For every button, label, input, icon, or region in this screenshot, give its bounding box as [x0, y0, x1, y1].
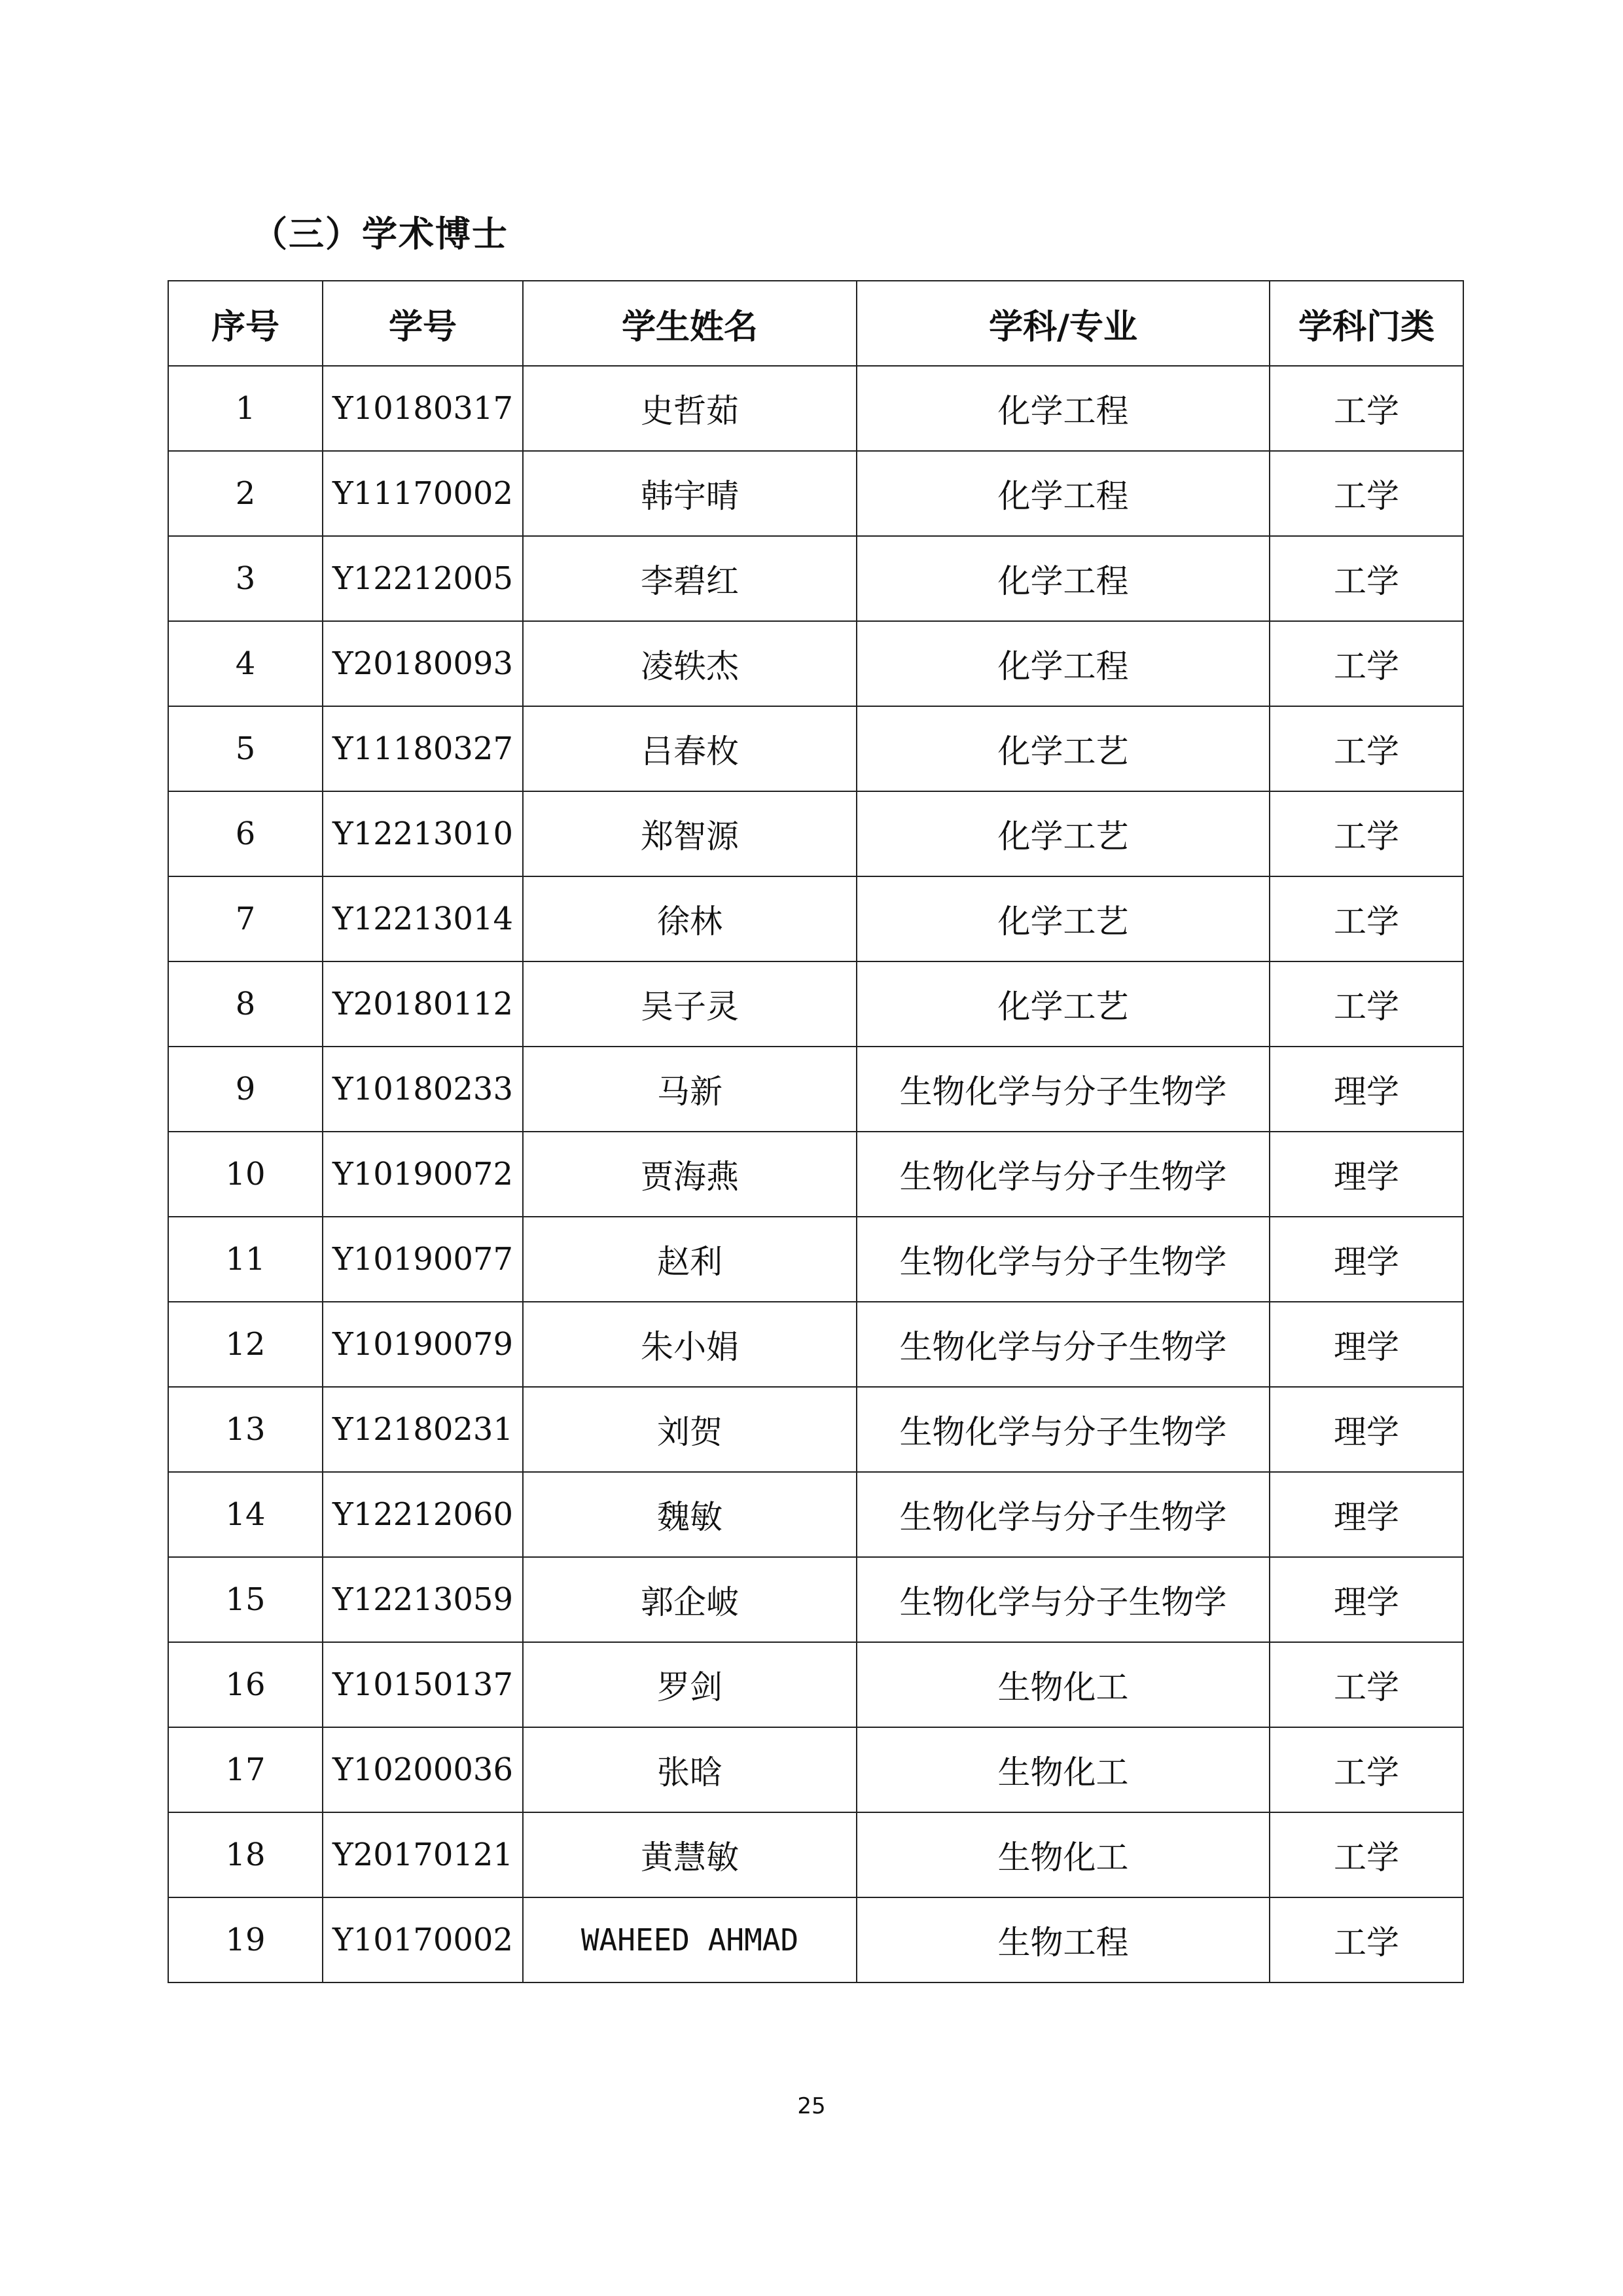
- cell-discipline-category: 理学: [1270, 1132, 1463, 1217]
- cell-discipline-major: 生物化学与分子生物学: [857, 1302, 1270, 1387]
- cell-student-id: Y20180093: [323, 621, 523, 706]
- student-roster-table: [168, 280, 1464, 1983]
- cell-student-name: 马新: [523, 1047, 857, 1132]
- cell-serial-number: 14: [168, 1472, 323, 1557]
- cell-discipline-major: 化学工艺: [857, 791, 1270, 876]
- cell-student-name: 吕春枚: [523, 706, 857, 791]
- table-row: [168, 1812, 1463, 1897]
- header-discipline-category: 学科门类: [1270, 281, 1463, 366]
- cell-student-name: 吴子灵: [523, 961, 857, 1047]
- cell-serial-number: 19: [168, 1897, 323, 1982]
- cell-discipline-major: 生物化工: [857, 1812, 1270, 1897]
- cell-serial-number: 11: [168, 1217, 323, 1302]
- header-student-id: 学号: [323, 281, 523, 366]
- cell-discipline-major: 生物工程: [857, 1897, 1270, 1982]
- cell-serial-number: 5: [168, 706, 323, 791]
- cell-discipline-major: 生物化学与分子生物学: [857, 1387, 1270, 1472]
- cell-serial-number: 9: [168, 1047, 323, 1132]
- cell-discipline-category: 工学: [1270, 961, 1463, 1047]
- cell-student-id: Y12213014: [323, 876, 523, 961]
- header-row: [168, 281, 1463, 366]
- cell-student-id: Y10190077: [323, 1217, 523, 1302]
- cell-student-id: Y11170002: [323, 451, 523, 536]
- table-body: [168, 366, 1463, 1982]
- cell-student-id: Y12213010: [323, 791, 523, 876]
- table-row: [168, 1557, 1463, 1642]
- cell-student-name: 罗剑: [523, 1642, 857, 1727]
- cell-student-id: Y10190072: [323, 1132, 523, 1217]
- cell-student-name: 刘贺: [523, 1387, 857, 1472]
- cell-serial-number: 8: [168, 961, 323, 1047]
- cell-discipline-major: 化学工程: [857, 451, 1270, 536]
- cell-discipline-major: 生物化学与分子生物学: [857, 1047, 1270, 1132]
- cell-discipline-major: 生物化学与分子生物学: [857, 1217, 1270, 1302]
- table-row: [168, 1897, 1463, 1982]
- cell-serial-number: 1: [168, 366, 323, 451]
- section-title: （三）学术博士: [252, 213, 508, 255]
- cell-discipline-category: 理学: [1270, 1472, 1463, 1557]
- cell-discipline-category: 理学: [1270, 1047, 1463, 1132]
- cell-discipline-category: 工学: [1270, 1812, 1463, 1897]
- table-row: [168, 876, 1463, 961]
- cell-student-name: 郭企岥: [523, 1557, 857, 1642]
- table-row: [168, 1472, 1463, 1557]
- table-row: [168, 451, 1463, 536]
- cell-discipline-category: 工学: [1270, 451, 1463, 536]
- cell-serial-number: 12: [168, 1302, 323, 1387]
- cell-student-name: 贾海燕: [523, 1132, 857, 1217]
- cell-discipline-category: 工学: [1270, 791, 1463, 876]
- table-row: [168, 1132, 1463, 1217]
- cell-discipline-category: 工学: [1270, 1897, 1463, 1982]
- cell-discipline-major: 生物化学与分子生物学: [857, 1472, 1270, 1557]
- cell-student-id: Y10200036: [323, 1727, 523, 1812]
- cell-serial-number: 6: [168, 791, 323, 876]
- cell-student-id: Y12212060: [323, 1472, 523, 1557]
- cell-student-id: Y20170121: [323, 1812, 523, 1897]
- table-row: [168, 1387, 1463, 1472]
- cell-discipline-category: 工学: [1270, 366, 1463, 451]
- cell-student-id: Y10190079: [323, 1302, 523, 1387]
- cell-serial-number: 15: [168, 1557, 323, 1642]
- cell-discipline-major: 生物化学与分子生物学: [857, 1557, 1270, 1642]
- cell-serial-number: 4: [168, 621, 323, 706]
- table-row: [168, 366, 1463, 451]
- cell-student-name: 郑智源: [523, 791, 857, 876]
- header-student-name: 学生姓名: [523, 281, 857, 366]
- table-row: [168, 791, 1463, 876]
- cell-serial-number: 2: [168, 451, 323, 536]
- header-serial-number: 序号: [168, 281, 323, 366]
- table-row: [168, 621, 1463, 706]
- cell-discipline-major: 化学工艺: [857, 876, 1270, 961]
- cell-student-id: Y10180233: [323, 1047, 523, 1132]
- cell-discipline-major: 生物化学与分子生物学: [857, 1132, 1270, 1217]
- header-discipline-major: 学科/专业: [857, 281, 1270, 366]
- table-row: [168, 961, 1463, 1047]
- cell-student-id: Y12212005: [323, 536, 523, 621]
- cell-student-id: Y11180327: [323, 706, 523, 791]
- table-header: [168, 281, 1463, 366]
- cell-discipline-category: 理学: [1270, 1387, 1463, 1472]
- table-row: [168, 1047, 1463, 1132]
- cell-student-name: 凌轶杰: [523, 621, 857, 706]
- cell-discipline-category: 工学: [1270, 1642, 1463, 1727]
- cell-discipline-major: 化学工程: [857, 366, 1270, 451]
- cell-discipline-category: 理学: [1270, 1217, 1463, 1302]
- cell-serial-number: 10: [168, 1132, 323, 1217]
- table-row: [168, 1642, 1463, 1727]
- cell-student-name: 韩宇晴: [523, 451, 857, 536]
- cell-discipline-major: 生物化工: [857, 1727, 1270, 1812]
- cell-student-name: 赵利: [523, 1217, 857, 1302]
- cell-student-id: Y12213059: [323, 1557, 523, 1642]
- cell-student-name: 魏敏: [523, 1472, 857, 1557]
- table-row: [168, 1727, 1463, 1812]
- cell-serial-number: 17: [168, 1727, 323, 1812]
- table-row: [168, 706, 1463, 791]
- cell-student-id: Y10170002: [323, 1897, 523, 1982]
- cell-discipline-category: 工学: [1270, 536, 1463, 621]
- page-number: 25: [797, 2093, 826, 2119]
- cell-serial-number: 7: [168, 876, 323, 961]
- cell-student-id: Y20180112: [323, 961, 523, 1047]
- cell-discipline-category: 工学: [1270, 706, 1463, 791]
- cell-discipline-major: 化学工程: [857, 536, 1270, 621]
- cell-serial-number: 13: [168, 1387, 323, 1472]
- cell-student-name: 张晗: [523, 1727, 857, 1812]
- cell-discipline-category: 工学: [1270, 621, 1463, 706]
- cell-student-name: 史哲茹: [523, 366, 857, 451]
- cell-serial-number: 18: [168, 1812, 323, 1897]
- cell-student-name: 黄慧敏: [523, 1812, 857, 1897]
- cell-serial-number: 3: [168, 536, 323, 621]
- cell-student-name: WAHEED AHMAD: [523, 1897, 857, 1982]
- cell-student-id: Y12180231: [323, 1387, 523, 1472]
- cell-discipline-major: 生物化工: [857, 1642, 1270, 1727]
- cell-discipline-category: 理学: [1270, 1557, 1463, 1642]
- cell-discipline-major: 化学工艺: [857, 961, 1270, 1047]
- cell-student-name: 李碧红: [523, 536, 857, 621]
- cell-student-id: Y10150137: [323, 1642, 523, 1727]
- cell-discipline-category: 工学: [1270, 876, 1463, 961]
- cell-discipline-category: 理学: [1270, 1302, 1463, 1387]
- cell-student-name: 徐林: [523, 876, 857, 961]
- cell-student-name: 朱小娟: [523, 1302, 857, 1387]
- cell-discipline-major: 化学工程: [857, 621, 1270, 706]
- cell-student-id: Y10180317: [323, 366, 523, 451]
- table-row: [168, 536, 1463, 621]
- table-row: [168, 1302, 1463, 1387]
- cell-discipline-major: 化学工艺: [857, 706, 1270, 791]
- cell-serial-number: 16: [168, 1642, 323, 1727]
- table-row: [168, 1217, 1463, 1302]
- cell-discipline-category: 工学: [1270, 1727, 1463, 1812]
